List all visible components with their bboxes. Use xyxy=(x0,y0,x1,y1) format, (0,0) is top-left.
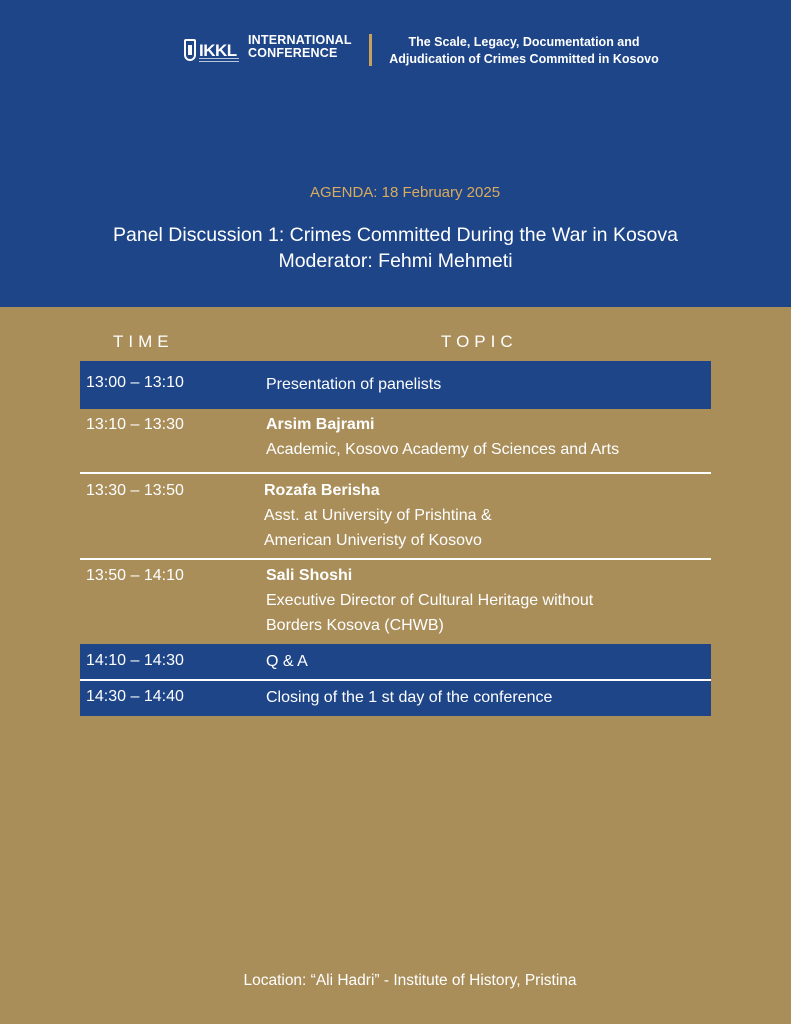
row-topic xyxy=(266,685,552,710)
row-time: 13:30 – 13:50 xyxy=(86,482,184,499)
agenda-row xyxy=(80,474,711,558)
shield-icon xyxy=(184,39,196,61)
logo-text: IKKL xyxy=(199,40,237,60)
conference-label-line2: CONFERENCE xyxy=(248,46,338,60)
speaker-name: Rozafa Berisha xyxy=(264,482,380,499)
location: Location: “Ali Hadri” - Institute of History, Pristina xyxy=(243,972,577,989)
row-time: 13:50 – 14:10 xyxy=(86,567,184,584)
logo-subtitle-lines xyxy=(199,58,239,62)
row-description: Q & A xyxy=(266,653,308,670)
row-time: 13:00 – 13:10 xyxy=(86,374,184,391)
speaker-name: Arsim Bajrami xyxy=(266,416,375,433)
agenda-row xyxy=(80,361,711,409)
row-topic xyxy=(266,563,593,638)
agenda-date: AGENDA: 18 February 2025 xyxy=(309,184,501,201)
agenda-row xyxy=(80,560,711,644)
column-header-time: TIME xyxy=(113,332,174,351)
speaker-affiliation-line2: American Univeristy of Kosovo xyxy=(264,532,482,549)
speaker-name: Sali Shoshi xyxy=(266,567,353,584)
panel-heading xyxy=(0,222,791,274)
row-topic xyxy=(264,478,492,553)
row-topic xyxy=(266,649,308,674)
conference-label xyxy=(248,34,352,60)
ikkl-logo xyxy=(184,36,237,64)
agenda-row xyxy=(80,681,711,716)
conference-label-line1: INTERNATIONAL xyxy=(248,33,352,47)
conference-title-line2: Adjudication of Crimes Committed in Kosovo xyxy=(389,52,659,66)
speaker-affiliation: Executive Director of Cultural Heritage without xyxy=(266,592,594,609)
column-header-topic: TOPIC xyxy=(441,332,518,351)
row-time: 14:10 – 14:30 xyxy=(86,652,184,669)
moderator: Moderator: Fehmi Mehmeti xyxy=(278,250,513,272)
agenda-row xyxy=(80,644,711,679)
speaker-affiliation: Academic, Kosovo Academy of Sciences and Arts xyxy=(266,441,620,458)
panel-title: Panel Discussion 1: Crimes Committed During the War in Kosova xyxy=(113,224,678,246)
row-description: Closing of the 1 st day of the conference xyxy=(266,689,553,706)
row-topic xyxy=(266,412,619,462)
conference-title xyxy=(376,34,672,68)
header-divider xyxy=(369,34,372,66)
row-topic xyxy=(266,372,441,397)
row-time: 13:10 – 13:30 xyxy=(86,416,184,433)
agenda-row xyxy=(80,409,711,472)
conference-title-line1: The Scale, Legacy, Documentation and xyxy=(408,35,640,49)
speaker-affiliation-line2: Borders Kosova (CHWB) xyxy=(266,617,444,634)
speaker-affiliation: Asst. at University of Prishtina & xyxy=(264,507,492,524)
row-description: Presentation of panelists xyxy=(266,376,442,393)
row-time: 14:30 – 14:40 xyxy=(86,688,184,705)
